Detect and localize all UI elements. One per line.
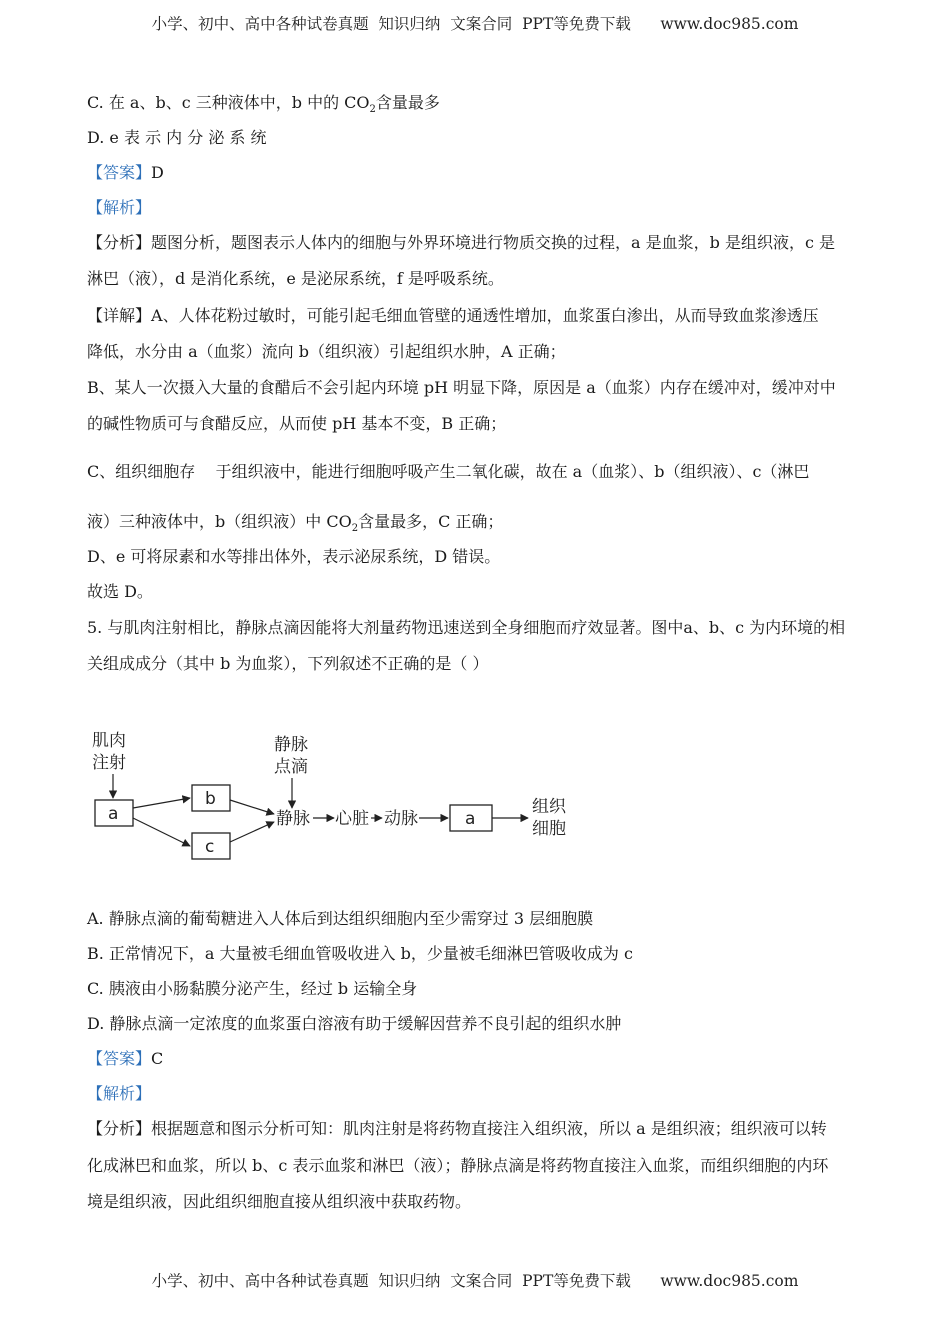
c-to-vein-arrow bbox=[230, 822, 274, 842]
q5-fenxi-line2: 化成淋巴和血浆，所以 b、c 表示血浆和淋巴（液）；静脉点滴是将药物直接注入血浆，而组织细胞的内环 bbox=[87, 1156, 829, 1175]
cell-label-top: 组织 bbox=[532, 797, 566, 817]
a-to-c-arrow bbox=[133, 818, 190, 846]
q4-fenxi-line1: 【分析】题图分析，题图表示人体内的细胞与外界环境进行物质交换的过程，a 是血浆，b 是组织液，c 是 bbox=[87, 233, 836, 252]
q4-detail-a-line1: 【详解】A、人体花粉过敏时，可能引起毛细血管壁的通透性增加，血浆蛋白渗出，从而导致血浆渗透压 bbox=[87, 306, 819, 325]
q5-diagram bbox=[88, 728, 588, 868]
q4-detail-c-line1: C、组织细胞存 于组织液中，能进行细胞呼吸产生二氧化碳，故在 a（血浆）、b（组织液）、c（淋巴 bbox=[87, 462, 810, 481]
box-a2-label: a bbox=[465, 809, 476, 829]
box-c-label: c bbox=[205, 837, 215, 857]
page-header: 小学、初中、高中各种试卷真题 知识归纳 文案合同 PPT等免费下载 www.doc985.com bbox=[151, 15, 799, 33]
cell-label-bottom: 细胞 bbox=[532, 819, 566, 839]
q4-option-c: C. 在 a、b、c 三种液体中，b 中的 $CO_2$含量最多 bbox=[87, 93, 440, 116]
q5-option-c: C. 胰液由小肠黏膜分泌产生，经过 b 运输全身 bbox=[87, 979, 418, 998]
q5-option-d: D. 静脉点滴一定浓度的血浆蛋白溶液有助于缓解因营养不良引起的组织水肿 bbox=[87, 1014, 622, 1033]
artery-label: 动脉 bbox=[384, 809, 418, 829]
q5-answer: 【答案】C bbox=[87, 1049, 164, 1068]
a-to-b-arrow bbox=[133, 798, 190, 808]
q4-conclusion: 故选 D。 bbox=[87, 582, 153, 601]
box-a1-label: a bbox=[108, 804, 119, 824]
q4-fenxi-line2: 淋巴（液），d 是消化系统，e 是泌尿系统，f 是呼吸系统。 bbox=[87, 269, 504, 288]
q5-stem-line1: 5. 与肌肉注射相比，静脉点滴因能将大剂量药物迅速送到全身细胞而疗效显著。图中a、b、c 为内环境的相 bbox=[87, 618, 846, 637]
q5-option-b: B. 正常情况下，a 大量被毛细血管吸收进入 b，少量被毛细淋巴管吸收成为 c bbox=[87, 944, 633, 963]
page-footer: 小学、初中、高中各种试卷真题 知识归纳 文案合同 PPT等免费下载 www.doc985.com bbox=[151, 1272, 799, 1290]
heart-label: 心脏 bbox=[335, 809, 369, 829]
vein-label: 静脉 bbox=[276, 809, 310, 829]
q4-detail-c-line2: 液）三种液体中，b（组织液）中 $CO_2$含量最多，C 正确； bbox=[87, 512, 504, 535]
q5-stem-line2: 关组成成分（其中 b 为血浆），下列叙述不正确的是（ ） bbox=[87, 654, 489, 673]
q4-answer: 【答案】D bbox=[87, 163, 164, 182]
q4-detail-b-line1: B、某人一次摄入大量的食醋后不会引起内环境 pH 明显下降，原因是 a（血浆）内存在缓冲对，缓冲对中 bbox=[87, 378, 836, 397]
im-label-top: 肌肉 bbox=[92, 731, 126, 751]
q4-detail-a-line2: 降低，水分由 a（血浆）流向 b（组织液）引起组织水肿，A 正确； bbox=[87, 342, 566, 361]
box-b-label: b bbox=[205, 789, 216, 809]
im-label-bottom: 注射 bbox=[92, 753, 126, 773]
q4-analysis-label: 【解析】 bbox=[87, 198, 152, 217]
iv-label-bottom: 点滴 bbox=[274, 757, 308, 777]
iv-label-top: 静脉 bbox=[274, 735, 308, 755]
q5-analysis-label: 【解析】 bbox=[87, 1084, 152, 1103]
q4-detail-b-line2: 的碱性物质可与食醋反应，从而使 pH 基本不变，B 正确； bbox=[87, 414, 507, 433]
q4-option-d: D. e 表 示 内 分 泌 系 统 bbox=[87, 128, 267, 147]
b-to-vein-arrow bbox=[230, 800, 274, 814]
q5-fenxi-line3: 境是组织液，因此组织细胞直接从组织液中获取药物。 bbox=[87, 1192, 472, 1211]
q4-detail-d: D、e 可将尿素和水等排出体外，表示泌尿系统，D 错误。 bbox=[87, 547, 501, 566]
q5-option-a: A. 静脉点滴的葡萄糖进入人体后到达组织细胞内至少需穿过 3 层细胞膜 bbox=[87, 909, 594, 928]
q5-fenxi-line1: 【分析】根据题意和图示分析可知：肌肉注射是将药物直接注入组织液，所以 a 是组织液；组织液可以转 bbox=[87, 1119, 827, 1138]
